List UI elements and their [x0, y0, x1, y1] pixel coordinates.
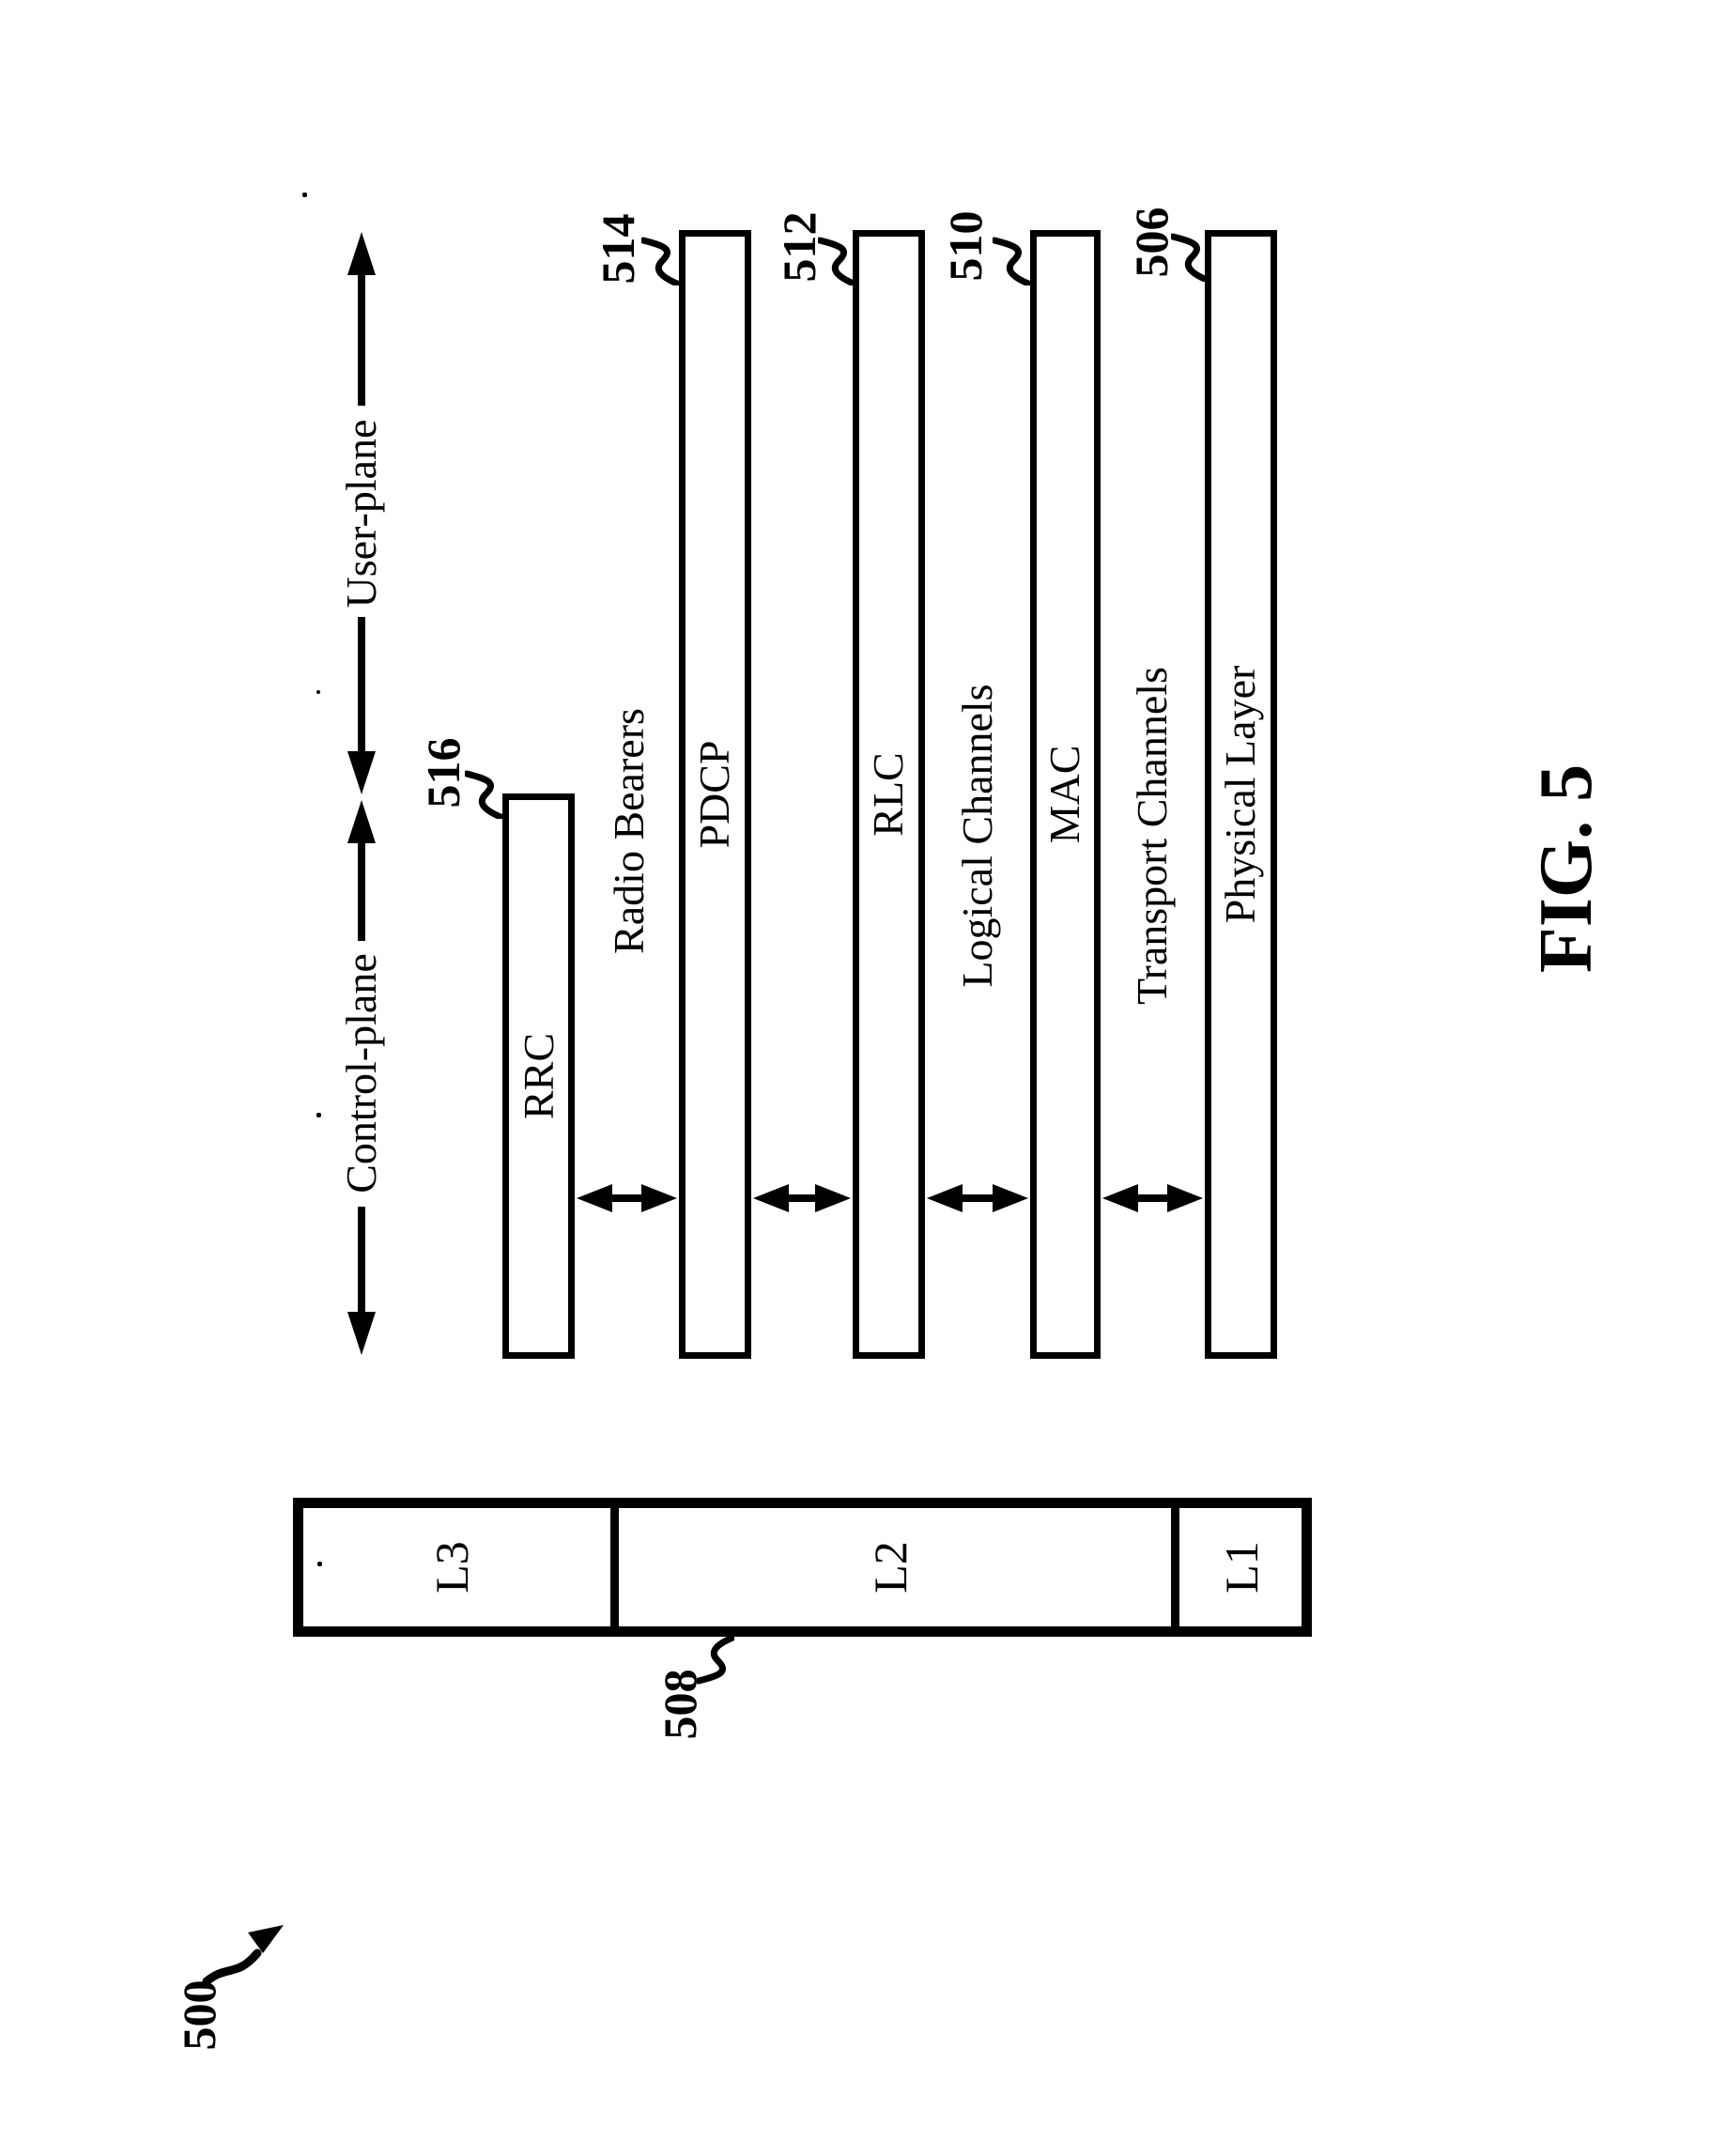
arrowhead-down-icon	[347, 1312, 376, 1355]
rlc-mac-arrow-icon	[927, 1184, 1028, 1212]
ref-508-connector-icon	[697, 1636, 734, 1685]
ref-500-leader-arrow-icon	[197, 1916, 291, 1986]
arrow-shaft	[358, 843, 365, 941]
ref-510: 510	[939, 210, 992, 282]
arrowhead-up-icon	[347, 800, 376, 843]
ref-506: 506	[1125, 207, 1178, 278]
ref-514: 514	[592, 213, 644, 285]
radio-bearers-label: Radio Bearers	[605, 708, 653, 954]
ref-506-connector-icon	[1171, 233, 1209, 282]
arrow-shaft	[358, 275, 365, 406]
l1-label: L1	[1215, 1541, 1268, 1594]
ref-516-connector-icon	[465, 770, 502, 819]
ref-500: 500	[173, 1979, 225, 2051]
ref-508: 508	[654, 1669, 706, 1740]
scan-speck	[316, 1113, 321, 1117]
arrowhead-up-icon	[347, 232, 376, 275]
pdcp-rlc-arrow-icon	[753, 1184, 851, 1212]
l2-l1-divider	[1171, 1498, 1179, 1637]
scan-speck	[317, 1562, 322, 1566]
mac-physical-arrow-icon	[1102, 1184, 1203, 1212]
ref-516: 516	[417, 737, 470, 808]
arrow-shaft	[358, 617, 365, 756]
l3-label: L3	[425, 1541, 478, 1594]
ref-512: 512	[773, 211, 825, 283]
ref-512-connector-icon	[818, 237, 855, 285]
pdcp-label: PDCP	[690, 740, 738, 849]
scan-speck	[316, 690, 320, 694]
physical-layer-label: Physical Layer	[1216, 665, 1264, 924]
user-plane-label: User-plane	[337, 419, 385, 608]
ref-514-connector-icon	[641, 237, 679, 285]
rlc-label: RLC	[864, 752, 912, 837]
transport-channels-label: Transport Channels	[1128, 667, 1176, 1005]
scan-speck	[302, 192, 307, 197]
mac-label: MAC	[1040, 745, 1088, 844]
arrow-shaft	[358, 1207, 365, 1312]
ref-510-connector-icon	[993, 237, 1030, 285]
rrc-label: RRC	[515, 1032, 562, 1120]
l3-l2-divider	[610, 1498, 619, 1637]
rrc-pdcp-arrow-icon	[577, 1184, 677, 1212]
control-plane-label: Control-plane	[337, 953, 385, 1194]
arrowhead-down-icon	[347, 751, 376, 794]
figure-caption: FIG. 5	[1525, 763, 1608, 974]
logical-channels-label: Logical Channels	[953, 684, 1001, 988]
l2-label: L2	[864, 1541, 917, 1594]
